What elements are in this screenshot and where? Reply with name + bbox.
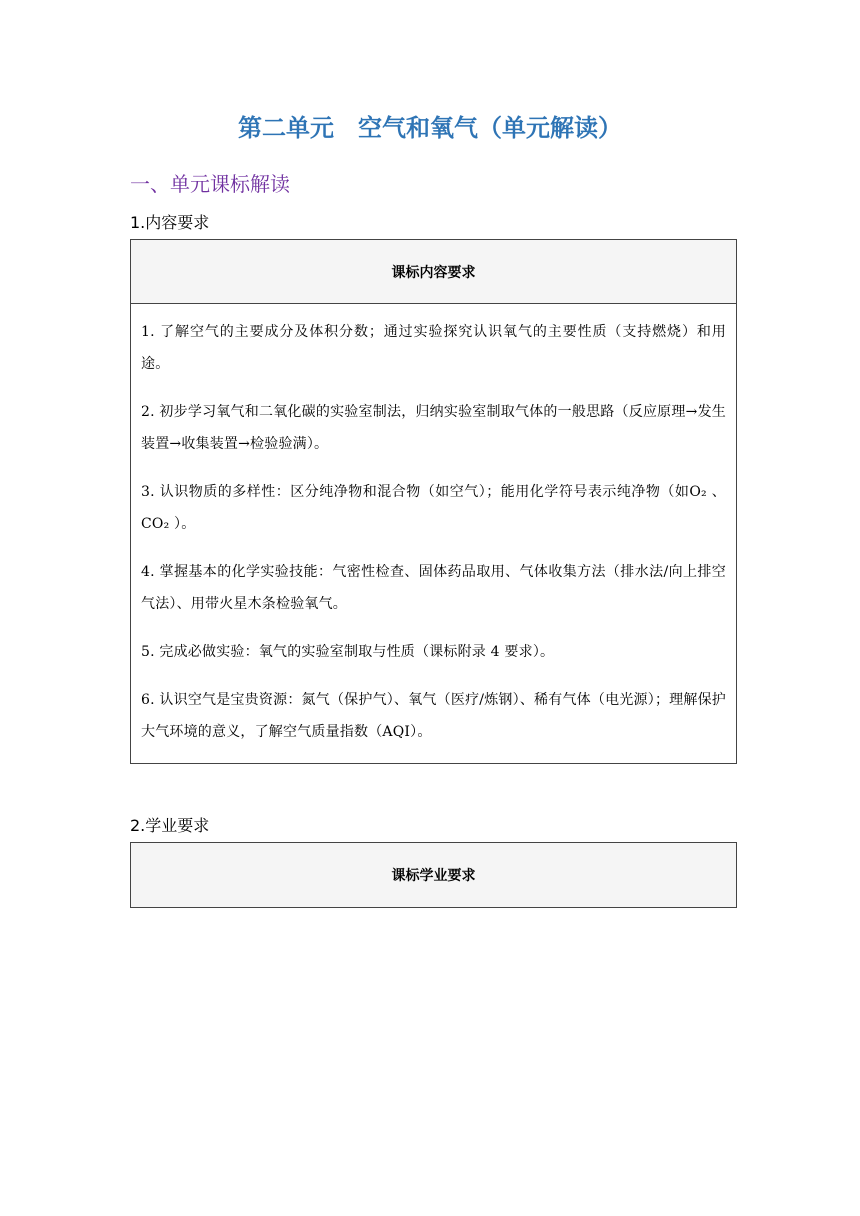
requirement-text: 4. 掌握基本的化学实验技能：气密性检查、固体药品取用、气体收集方法（排水法/向上排空气法）、用带火星木条检验氧气。: [141, 564, 726, 612]
content-requirements-table: [130, 239, 737, 764]
academic-requirements-heading: 2.学业要求: [130, 816, 210, 835]
requirement-text: 5. 完成必做实验：氧气的实验室制取与性质（课标附录 4 要求）。: [141, 644, 555, 660]
content-requirements-list: [131, 304, 736, 748]
section-heading-unit-standards: 一、单元课标解读: [130, 172, 290, 196]
requirement-item: [141, 476, 726, 540]
academic-requirements-table-header: 课标学业要求: [131, 843, 736, 907]
requirement-text: 1. 了解空气的主要成分及体积分数；通过实验探究认识氧气的主要性质（支持燃烧）和用途。: [141, 324, 726, 372]
requirement-item: [141, 396, 726, 460]
requirement-item: [141, 684, 726, 748]
requirement-item: [141, 316, 726, 380]
content-requirements-heading: 1.内容要求: [130, 213, 210, 232]
content-requirements-table-header: 课标内容要求: [131, 240, 736, 304]
requirement-item: [141, 556, 726, 620]
academic-requirements-table: [130, 842, 737, 908]
requirement-text: 3. 认识物质的多样性：区分纯净物和混合物（如空气）；能用化学符号表示纯净物（如O₂ 、CO₂ ）。: [141, 484, 726, 532]
page-title: 第二单元 空气和氧气（单元解读）: [238, 114, 622, 142]
requirement-text: 6. 认识空气是宝贵资源：氮气（保护气）、氧气（医疗/炼钢）、稀有气体（电光源）；理解保护大气环境的意义，了解空气质量指数（AQI）。: [141, 692, 726, 740]
requirement-text: 2. 初步学习氧气和二氧化碳的实验室制法，归纳实验室制取气体的一般思路（反应原理→发生装置→收集装置→检验验满）。: [141, 404, 726, 452]
requirement-item: [141, 636, 726, 668]
